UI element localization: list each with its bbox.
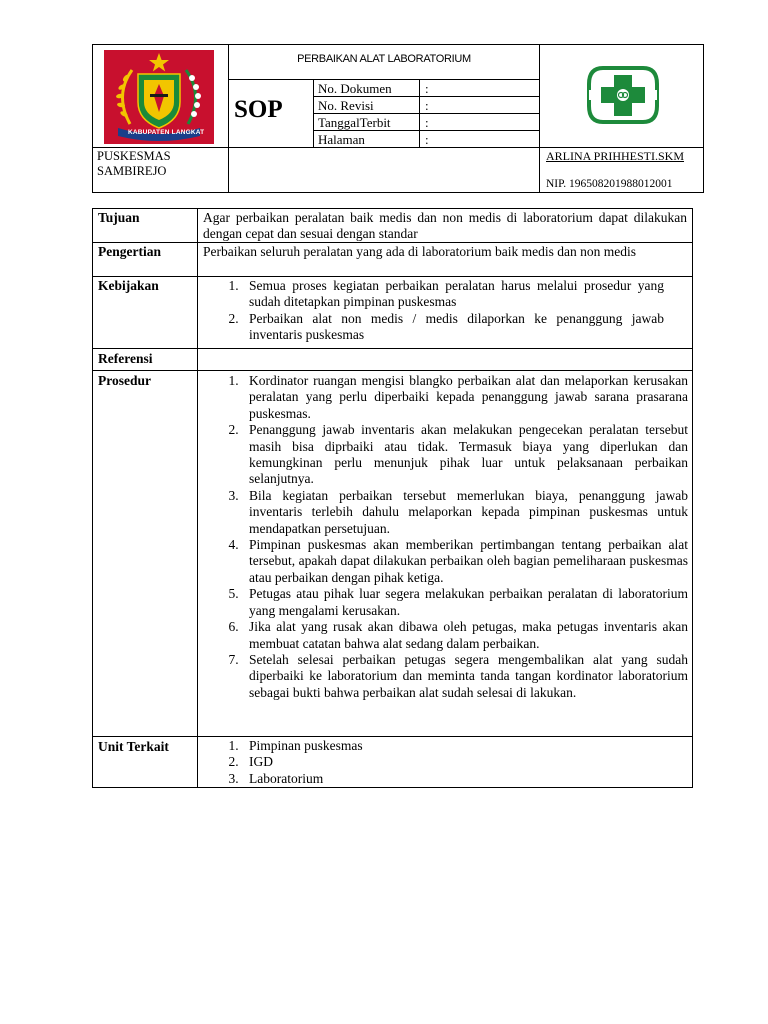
table-border-right [692,208,693,788]
row-separator [92,736,693,737]
table-border-top [92,208,693,209]
list-item: 2. Perbaikan alat non medis / medis dilaporkan ke penanggung jawab inventaris puskesmas [242,311,664,344]
org-name-line1: PUSKESMAS [97,149,171,163]
header-border-left [92,44,93,193]
header-row-sep-2 [313,113,540,114]
tujuan-text: Agar perbaikan peralatan baik medis dan non medis di laboratorium dapat dilakukan dengan cepat dan sesuai dengan standar [203,210,687,242]
doc-field-label: No. Revisi [318,98,374,113]
header-row-sep-1 [313,96,540,97]
doc-field-value: : [425,81,429,96]
signer-name: ARLINA PRIHHESTI.SKM [546,149,685,163]
pengertian-text: Perbaikan seluruh peralatan yang ada di laboratorium baik medis dan non medis [203,244,636,259]
prosedur-label: Prosedur [98,373,151,388]
unit-terkait-list-wrap [198,738,664,787]
list-item: 1. Kordinator ruangan mengisi blangko perbaikan alat dan melaporkan kerusakan peralatan yang perlu diperbaiki kepada penanggung jawab sarana prasarana puskesmas. [242,373,688,422]
header-row-sep-3 [313,130,540,131]
org-name-line2: SAMBIREJO [97,164,167,178]
doc-field-label: No. Dokumen [318,81,392,96]
kebijakan-list-wrap [198,278,664,344]
doc-field-label: TanggalTerbit [318,115,391,130]
puskesmas-logo [583,62,663,128]
pengertian-label: Pengertian [98,244,161,259]
referensi-label: Referensi [98,351,153,366]
doc-field-label: Halaman [318,132,365,147]
unit-terkait-label: Unit Terkait [98,739,169,754]
list-item: 1. Pimpinan puskesmas [242,738,664,754]
table-border-left [92,208,93,788]
list-item: 7. Setelah selesai perbaikan petugas segera mengembalikan alat yang sudah diperbaiki ke laboratorium dan meminta tanda tangan kordinator laboratorium sebagai bukti bahwa perbaikan alat sudah selesai di lakukan. [242,652,688,701]
kebijakan-label: Kebijakan [98,278,159,293]
doc-field-value: : [425,115,429,130]
list-item: 2. Penanggung jawab inventaris akan melakukan pengecekan peralatan tersebut masih bisa diprbaiki atau tidak. Termasuk biaya yang diperlukan dan kemungkinan perlu menunjuk pihak luar untuk pelaksanaan perbaikan selanjutnya. [242,422,688,488]
document-title: PERBAIKAN ALAT LABORATORIUM [297,53,471,65]
list-item: 1. Semua proses kegiatan perbaikan peralatan harus melalui prosedur yang sudah ditetapkan pimpinan puskesmas [242,278,664,311]
header-border-bottom [92,192,704,193]
signer-nip: NIP. 196508201988012001 [546,178,673,190]
unit-terkait-list [198,738,664,787]
row-separator [92,370,693,371]
header-title-underline [228,79,540,80]
header-row-sep-4 [92,147,704,148]
list-item: 3. Laboratorium [242,771,664,787]
kabupaten-langkat-logo [104,50,214,144]
kebijakan-list [198,278,664,344]
logo-ribbon-text: KABUPATEN LANGKAT [128,129,205,136]
header-border-right [703,44,704,193]
list-item: 6. Jika alat yang rusak akan dibawa oleh petugas, maka petugas inventaris akan membuat catatan bahwa alat sedang dalam perbaikan. [242,619,688,652]
sop-label: SOP [234,96,283,123]
list-item: 5. Petugas atau pihak luar segera melakukan perbaikan peralatan di laboratorium yang mengalami kerusakan. [242,586,688,619]
prosedur-list-wrap [198,373,688,701]
header-border-top [92,44,704,45]
tujuan-label: Tujuan [98,210,140,225]
prosedur-list [198,373,688,701]
doc-field-value: : [425,132,429,147]
doc-field-value: : [425,98,429,113]
row-separator [92,348,693,349]
list-item: 3. Bila kegiatan perbaikan tersebut memerlukan biaya, penanggung jawab inventaris terlebih dahulu melaporkan kepada pimpinan puskesmas untuk mendapatkan persetujuan. [242,488,688,537]
row-separator [92,276,693,277]
list-item: 4. Pimpinan puskesmas akan memberikan pertimbangan tentang perbaikan alat tersebut, apakah dapat dilakukan perbaikan oleh bagian pemeliharaan puskesmas atau perbaikan dengan pihak ketiga. [242,537,688,586]
list-item: 2. IGD [242,754,664,770]
